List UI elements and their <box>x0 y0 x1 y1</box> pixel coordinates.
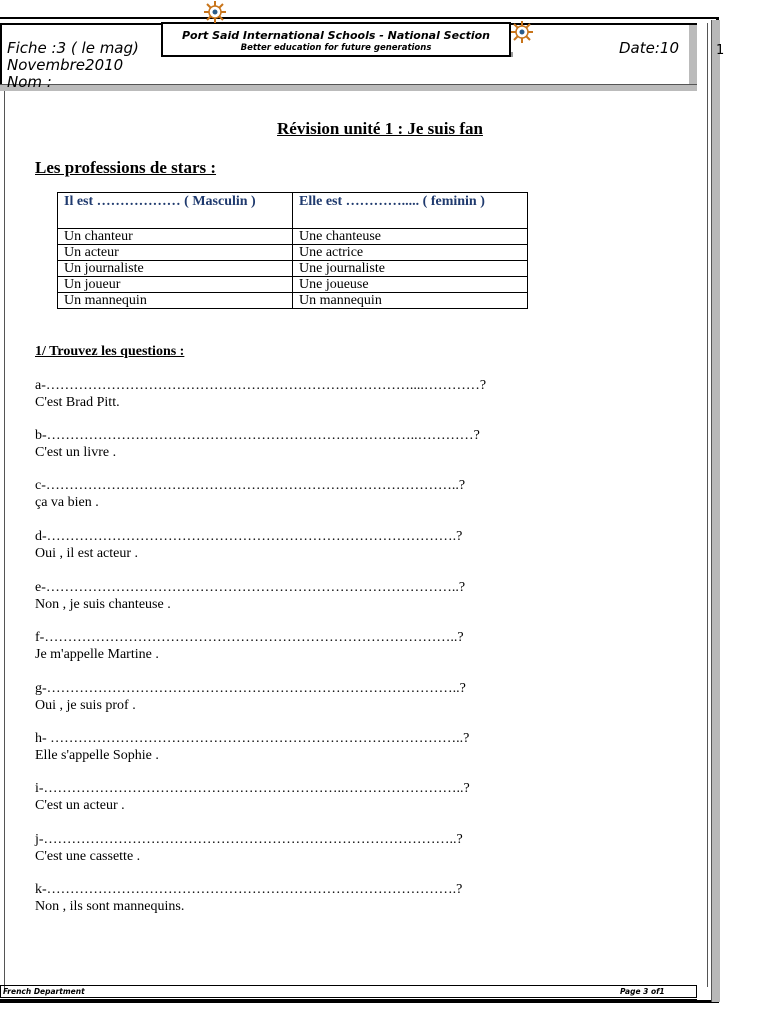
question-prompt: j-……………………………………………………………………………..? <box>35 832 463 847</box>
question-item <box>35 831 463 865</box>
question-answer: Elle s'appelle Sophie . <box>35 748 159 763</box>
name-label: Nom : <box>7 73 52 91</box>
table-header-masculine: Il est ……………… ( Masculin ) <box>58 193 293 229</box>
table-cell: Une joueuse <box>293 277 528 293</box>
question-item <box>35 780 470 814</box>
question-prompt: d-…………………………………………………………………………….? <box>35 529 463 544</box>
question-answer: C'est Brad Pitt. <box>35 395 120 410</box>
table-row <box>58 293 528 309</box>
margin-digit: 1 <box>716 43 725 58</box>
question-prompt: h- ……………………………………………………………………………..? <box>35 731 470 746</box>
page-title: Révision unité 1 : Je suis fan <box>277 119 483 138</box>
question-prompt: i-………………………………………………………..……………………..? <box>35 781 470 796</box>
fiche-label: Fiche :3 ( le mag) <box>7 39 139 57</box>
question-prompt: f-……………………………………………………………………………..? <box>35 630 464 645</box>
header-box-shadow-bottom <box>0 84 697 91</box>
footer-page-number: Page 3 of1 <box>620 987 665 996</box>
page-frame-left-line <box>4 90 5 990</box>
question-prompt: a-……………………………………………………………………....…………? <box>35 378 487 393</box>
table-cell: Un joueur <box>58 277 293 293</box>
table-cell: Une actrice <box>293 245 528 261</box>
question-answer: Oui , je suis prof . <box>35 698 136 713</box>
page-frame-inner-right <box>707 23 708 987</box>
question-item <box>35 528 462 562</box>
school-logo-icon <box>203 0 227 24</box>
table-cell: Un mannequin <box>293 293 528 309</box>
table-row <box>58 261 528 277</box>
question-answer: Non , ils sont mannequins. <box>35 899 185 914</box>
table-row <box>58 245 528 261</box>
table-cell: Une journaliste <box>293 261 528 277</box>
question-item <box>35 427 480 461</box>
table-cell: Un mannequin <box>58 293 293 309</box>
question-prompt: b-……………………………………………………………………..…………? <box>35 428 480 443</box>
question-answer: C'est une cassette . <box>35 849 141 864</box>
table-cell: Un acteur <box>58 245 293 261</box>
table-row <box>58 277 528 293</box>
question-item <box>35 377 486 411</box>
question-item <box>35 730 469 764</box>
question-prompt: c-……………………………………………………………………………..? <box>35 478 466 493</box>
school-banner <box>161 22 511 57</box>
table-cell: Une chanteuse <box>293 229 528 245</box>
table-cell: Un journaliste <box>58 261 293 277</box>
question-answer: Je m'appelle Martine . <box>35 647 159 662</box>
question-answer: Non , je suis chanteuse . <box>35 597 171 612</box>
month-year: Novembre2010 <box>7 56 124 74</box>
exercise-title: 1/ Trouvez les questions : <box>35 344 185 359</box>
question-item <box>35 477 465 511</box>
date-label: Date:10 <box>619 39 679 57</box>
question-answer: Oui , il est acteur . <box>35 546 139 561</box>
page-frame-shadow <box>711 20 720 1002</box>
school-name: Port Said International Schools - National Section <box>181 29 491 42</box>
section-heading: Les professions de stars : <box>35 158 217 177</box>
page-footer <box>0 985 697 998</box>
question-item <box>35 881 462 915</box>
question-prompt: k-…………………………………………………………………………….? <box>35 882 463 897</box>
header-box-shadow <box>689 25 697 91</box>
question-item <box>35 579 465 613</box>
question-answer: ça va bien . <box>35 495 99 510</box>
footer-department: French Department <box>3 987 85 996</box>
question-answer: C'est un livre . <box>35 445 117 460</box>
question-prompt: g-……………………………………………………………………………..? <box>35 681 466 696</box>
question-prompt: e-……………………………………………………………………………..? <box>35 580 466 595</box>
school-logo-icon <box>510 20 534 44</box>
footer-rule <box>0 999 697 1001</box>
professions-table <box>57 192 528 309</box>
table-header-row <box>58 193 528 229</box>
table-header-feminine: Elle est …………..... ( feminin ) <box>293 193 528 229</box>
table-cell: Un chanteur <box>58 229 293 245</box>
school-motto: Better education for future generations <box>240 43 432 53</box>
table-row <box>58 229 528 245</box>
question-item <box>35 680 466 714</box>
question-answer: C'est un acteur . <box>35 798 125 813</box>
question-item <box>35 629 464 663</box>
